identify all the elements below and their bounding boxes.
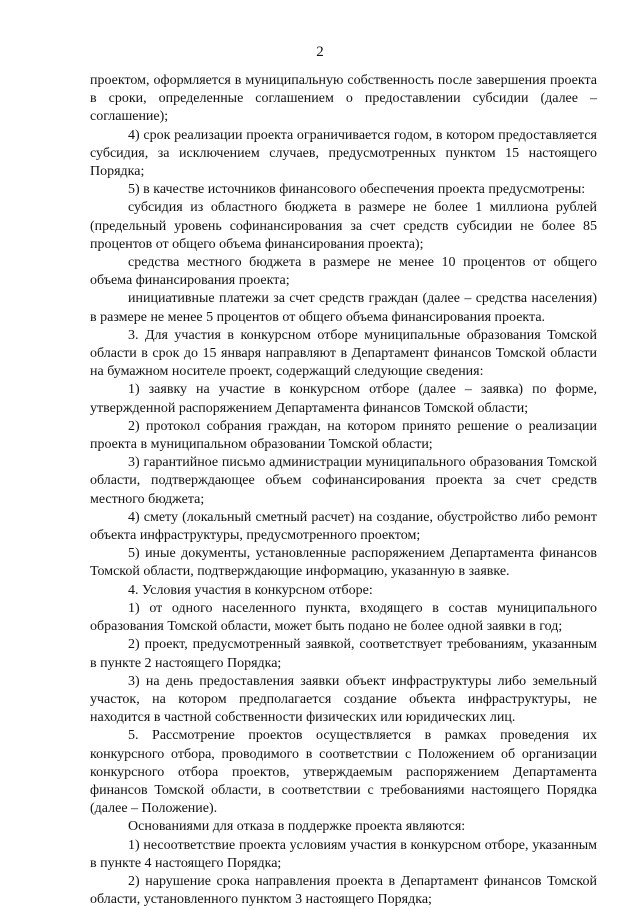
paragraph-18: Основаниями для отказа в поддержке проекта являются: xyxy=(128,819,466,835)
paragraph-13: 4. Условия участия в конкурсном отборе: xyxy=(128,582,373,598)
paragraph-3: 5) в качестве источников финансового обеспечения проекта предусмотрены: xyxy=(128,182,586,198)
paragraph-2: 4) срок реализации проекта ограничивается годом, в котором предоставляется субсидия, за исключением случаев, предусмотренных пунктом 15 настоящего Порядка; xyxy=(90,127,597,180)
paragraph-15: 2) проект, предусмотренный заявкой, соответствует требованиям, указанным в пункте 2 настоящего Порядка; xyxy=(90,637,597,671)
page-number: 2 xyxy=(316,44,324,60)
paragraph-11: 4) смету (локальный сметный расчет) на создание, обустройство либо ремонт объекта инфраструктуры, предусмотренного проектом; xyxy=(90,509,597,544)
paragraph-17: 5. Рассмотрение проектов осуществляется в рамках проведения их конкурсного отбора, проводимого в соответствии с Положением об организации конкурсного отбора проектов, утверждаемым распоряжением Департамента финансов Томской области, в соответствии с требованиями настоящего Порядка (далее – Положение). xyxy=(90,728,597,817)
paragraph-1: проектом, оформляется в муниципальную собственность после завершения проекта в сроки, определенные соглашением о предоставлении субсидии (далее – соглашение); xyxy=(90,73,597,125)
paragraph-7: 3. Для участия в конкурсном отборе муниципальные образования Томской области в срок до 15 января направляют в Департамент финансов Томской области на бумажном носителе проект, содержащий следующие сведения: xyxy=(90,327,597,380)
paragraph-5: средства местного бюджета в размере не менее 10 процентов от общего объема финансирования проекта; xyxy=(90,255,597,289)
document-body xyxy=(90,72,597,909)
paragraph-16: 3) на день предоставления заявки объект инфраструктуры либо земельный участок, на котором предполагается создание объекта инфраструктуры, не находится в частной собственности физических или юридических лиц. xyxy=(90,673,597,726)
paragraph-9: 2) протокол собрания граждан, на котором принято решение о реализации проекта в муниципальном образовании Томской области; xyxy=(90,418,597,453)
paragraph-6: инициативные платежи за счет средств граждан (далее – средства населения) в размере не менее 5 процентов от общего объема финансирования проекта. xyxy=(90,291,597,325)
paragraph-4: субсидия из областного бюджета в размере не более 1 миллиона рублей (предельный уровень софинансирования за счет средств субсидии не более 85 процентов от общего объема финансирования проекта); xyxy=(90,200,597,252)
paragraph-10: 3) гарантийное письмо администрации муниципального образования Томской области, подтверждающее объем софинансирования проекта за счет средств местного бюджета; xyxy=(90,455,597,507)
paragraph-19: 1) несоответствие проекта условиям участия в конкурсном отборе, указанным в пункте 4 настоящего Порядка; xyxy=(90,837,597,871)
paragraph-8: 1) заявку на участие в конкурсном отборе (далее – заявка) по форме, утвержденной распоряжением Департамента финансов Томской области; xyxy=(90,382,597,416)
paragraph-14: 1) от одного населенного пункта, входящего в состав муниципального образования Томской области, может быть подано не более одной заявки в год; xyxy=(90,600,597,635)
paragraph-12: 5) иные документы, установленные распоряжением Департамента финансов Томской области, подтверждающие информацию, указанную в заявке. xyxy=(90,546,597,580)
paragraph-20: 2) нарушение срока направления проекта в Департамент финансов Томской области, установленного пунктом 3 настоящего Порядка; xyxy=(90,873,597,908)
